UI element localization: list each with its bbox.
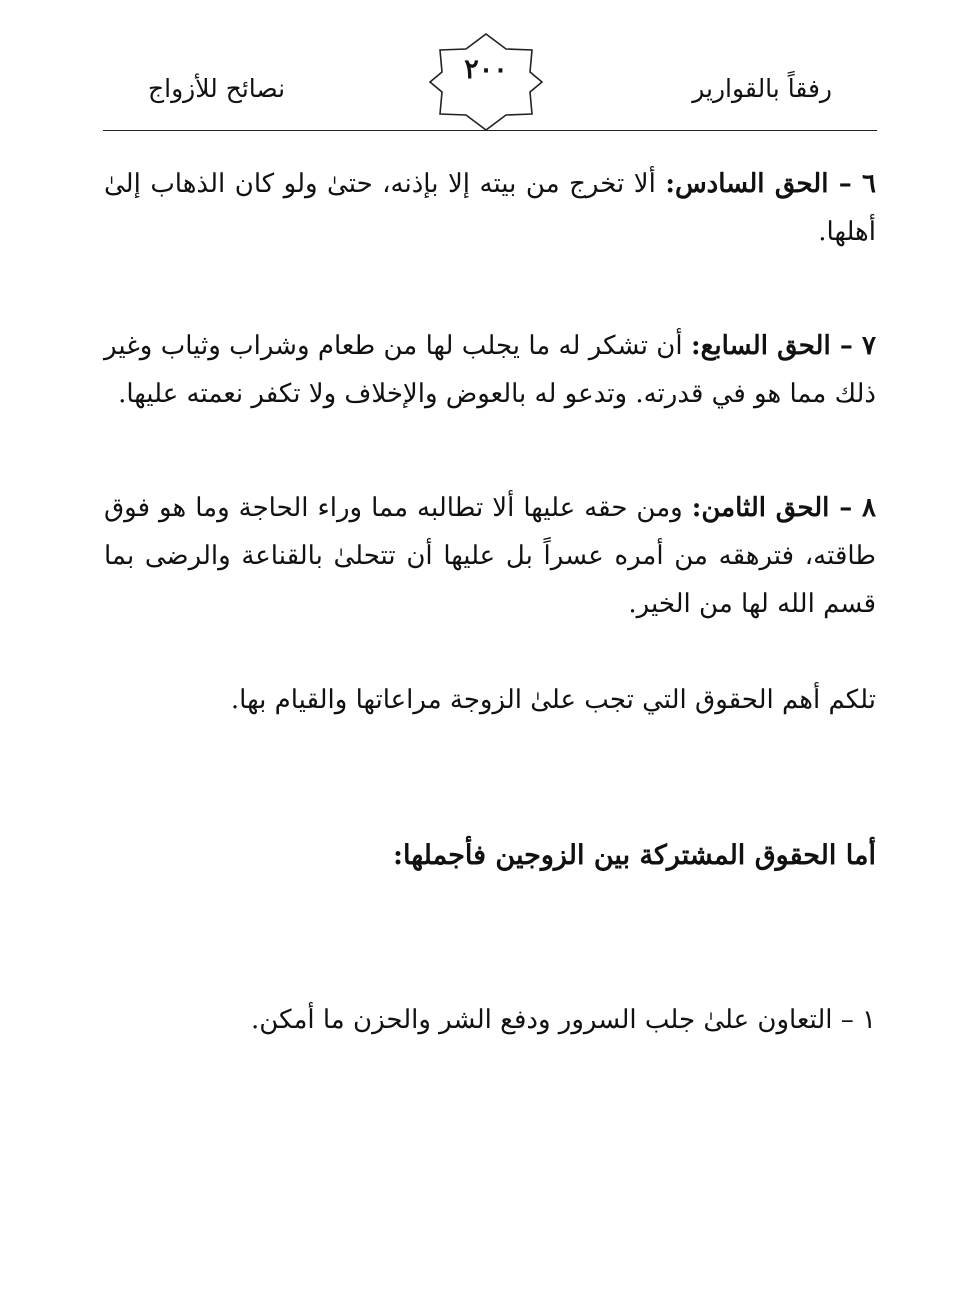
- paragraph-text: أن تشكر له ما يجلب لها من طعام وشراب وثياب وغير ذلك مما هو في قدرته. وتدعو له بالعوض والإخلاف ولا تكفر نعمته عليها.: [104, 331, 876, 409]
- paragraph-label: ٧ – الحق السابع:: [691, 331, 876, 361]
- header-divider: [103, 130, 877, 131]
- paragraph-label: ٦ – الحق السادس:: [665, 169, 876, 199]
- paragraph-text: ومن حقه عليها ألا تطالبه مما وراء الحاجة وما هو فوق طاقته، فترهقه من أمره عسراً بل عليها أن تتحلىٰ بالقناعة والرضى بما قسم الله لها من الخير.: [104, 493, 876, 619]
- page-header: [0, 0, 980, 140]
- paragraph-text: ألا تخرج من بيته إلا بإذنه، حتىٰ ولو كان الذهاب إلىٰ أهلها.: [104, 169, 876, 247]
- paragraph-sixth-right: [104, 160, 876, 256]
- paragraph-label: ٨ – الحق الثامن:: [691, 493, 877, 523]
- summary-paragraph: تلكم أهم الحقوق التي تجب علىٰ الزوجة مراعاتها والقيام بها.: [230, 685, 876, 715]
- section-heading: أما الحقوق المشتركة بين الزوجين فأجملها:: [393, 840, 876, 871]
- paragraph-eighth-right: [104, 484, 876, 628]
- page-number: ٢٠٠: [464, 54, 508, 85]
- book-title: رفقاً بالقوارير: [692, 74, 832, 103]
- chapter-title: نصائح للأزواج: [148, 74, 286, 103]
- paragraph-seventh-right: [104, 322, 876, 418]
- list-item: ١ – التعاون علىٰ جلب السرور ودفع الشر والحزن ما أمكن.: [251, 1005, 876, 1035]
- page-body: [104, 160, 876, 1044]
